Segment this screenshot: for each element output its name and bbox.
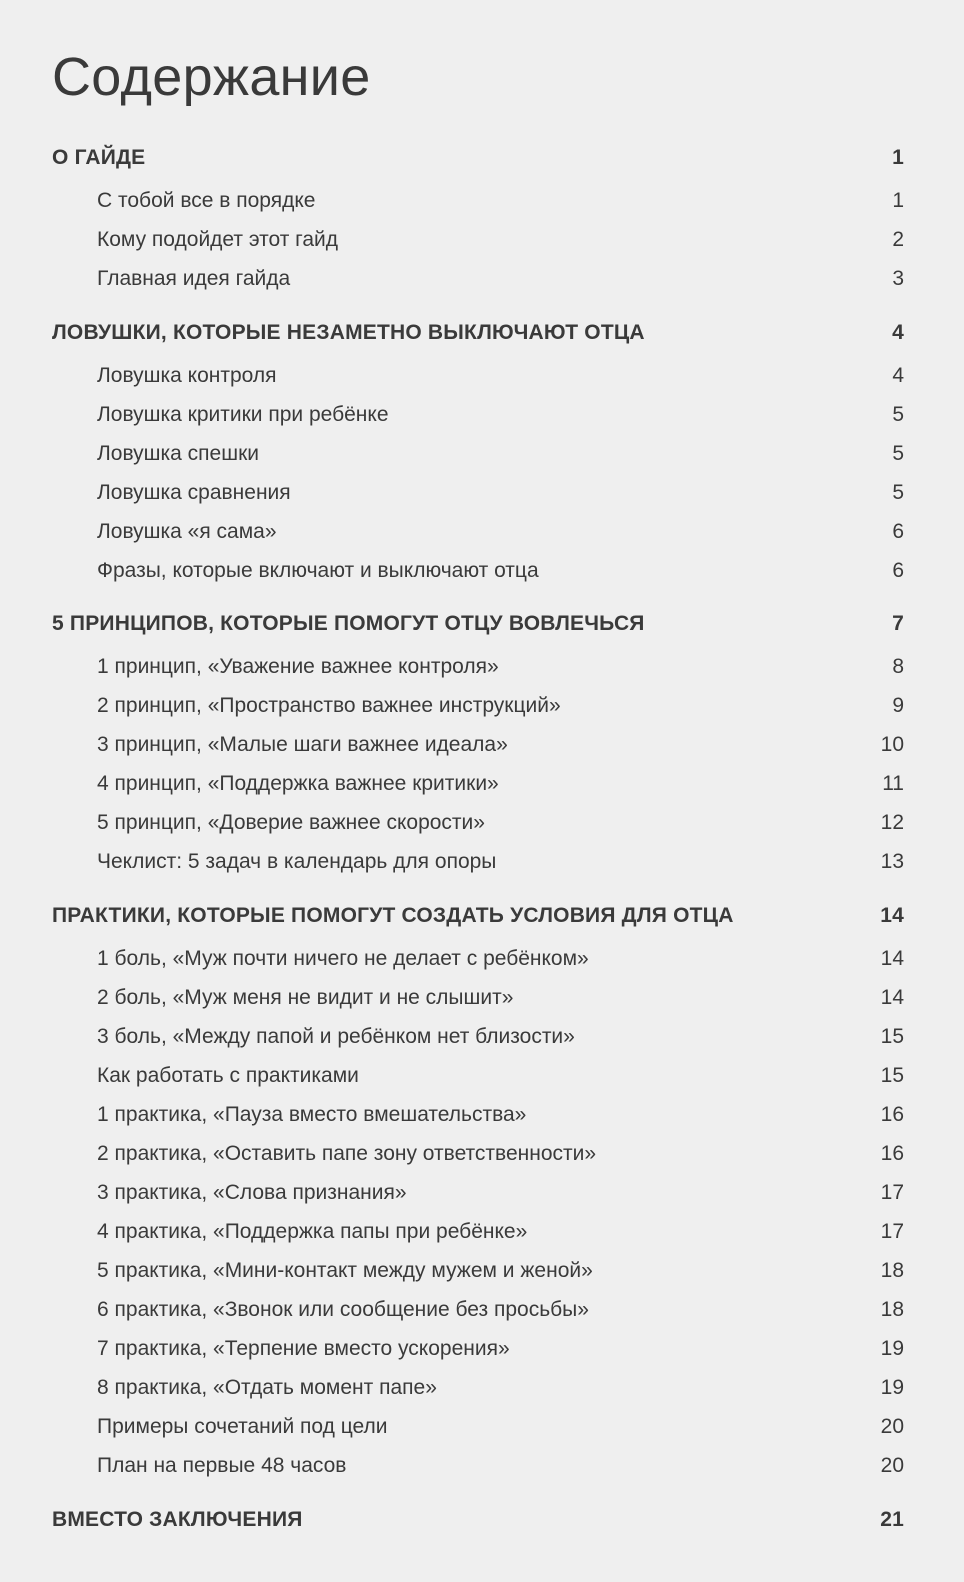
toc-item[interactable]: [52, 264, 904, 294]
toc-item-label: 3 принцип, «Малые шаги важнее идеала»: [97, 733, 508, 756]
toc-page-number: 19: [880, 1337, 904, 1360]
toc-section-label: ПРАКТИКИ, КОТОРЫЕ ПОМОГУТ СОЗДАТЬ УСЛОВИЯ ДЛЯ ОТЦА: [52, 904, 734, 927]
toc-item[interactable]: [52, 652, 904, 682]
toc-page-number: 14: [880, 986, 904, 1009]
toc-item[interactable]: [52, 225, 904, 255]
toc-page-number: 17: [880, 1181, 904, 1204]
toc-item-label: 2 боль, «Муж меня не видит и не слышит»: [97, 986, 514, 1009]
toc-item-label: Ловушка критики при ребёнке: [97, 403, 389, 426]
toc-page-number: 5: [892, 481, 904, 504]
toc-section-conclusion[interactable]: [52, 1505, 904, 1535]
toc-item-label: 7 практика, «Терпение вместо ускорения»: [97, 1337, 510, 1360]
toc-item-label: 4 практика, «Поддержка папы при ребёнке»: [97, 1220, 528, 1243]
toc-page-number: 5: [892, 442, 904, 465]
toc-item-label: 1 практика, «Пауза вместо вмешательства»: [97, 1103, 527, 1126]
toc-section-traps[interactable]: [52, 318, 904, 348]
toc-page-number: 14: [880, 947, 904, 970]
toc-page-number: 3: [892, 267, 904, 290]
toc-item[interactable]: [52, 400, 904, 430]
toc-item[interactable]: [52, 944, 904, 974]
toc-item[interactable]: [52, 1295, 904, 1325]
toc-item-label: С тобой все в порядке: [97, 189, 316, 212]
toc-page-number: 5: [892, 403, 904, 426]
toc-section-label: 5 ПРИНЦИПОВ, КОТОРЫЕ ПОМОГУТ ОТЦУ ВОВЛЕЧЬСЯ: [52, 612, 645, 635]
toc-item[interactable]: [52, 1373, 904, 1403]
toc-page-number: 18: [880, 1298, 904, 1321]
toc-item[interactable]: [52, 1217, 904, 1247]
toc-page-number: 9: [892, 694, 904, 717]
toc-item[interactable]: [52, 478, 904, 508]
toc-page-number: 2: [892, 228, 904, 251]
toc-item[interactable]: [52, 730, 904, 760]
toc-item[interactable]: [52, 983, 904, 1013]
document-page: [52, 0, 904, 1582]
toc-item-label: Главная идея гайда: [97, 267, 291, 290]
toc-item-label: 6 практика, «Звонок или сообщение без просьбы»: [97, 1298, 589, 1321]
toc-item-label: 1 боль, «Муж почти ничего не делает с ребёнком»: [97, 947, 589, 970]
toc-item[interactable]: [52, 517, 904, 547]
toc-item-label: 1 принцип, «Уважение важнее контроля»: [97, 655, 499, 678]
toc-section-about-guide[interactable]: [52, 143, 904, 173]
toc-item-label: Примеры сочетаний под цели: [97, 1415, 388, 1438]
toc-item[interactable]: [52, 691, 904, 721]
toc-page-number: 6: [892, 520, 904, 543]
toc-page-number: 15: [880, 1025, 904, 1048]
toc-item[interactable]: [52, 1100, 904, 1130]
toc-page-number: 17: [880, 1220, 904, 1243]
toc-item[interactable]: [52, 769, 904, 799]
toc-page-number: 6: [892, 559, 904, 582]
toc-page-number: 18: [880, 1259, 904, 1282]
toc-page-number: 4: [892, 321, 904, 344]
toc-item-label: 5 практика, «Мини-контакт между мужем и женой»: [97, 1259, 593, 1282]
toc-page-number: 19: [880, 1376, 904, 1399]
toc-page-number: 1: [892, 189, 904, 212]
toc-item[interactable]: [52, 361, 904, 391]
toc-page-number: 13: [880, 850, 904, 873]
toc-page-number: 10: [880, 733, 904, 756]
toc-item[interactable]: [52, 808, 904, 838]
toc-item[interactable]: [52, 1412, 904, 1442]
toc-item-label: 3 практика, «Слова признания»: [97, 1181, 407, 1204]
toc-section-label: О ГАЙДЕ: [52, 146, 146, 169]
toc-item[interactable]: [52, 1061, 904, 1091]
toc-item[interactable]: [52, 439, 904, 469]
toc-item[interactable]: [52, 847, 904, 877]
toc-item-label: 4 принцип, «Поддержка важнее критики»: [97, 772, 499, 795]
toc-item-label: Ловушка контроля: [97, 364, 277, 387]
toc-section-label: ЛОВУШКИ, КОТОРЫЕ НЕЗАМЕТНО ВЫКЛЮЧАЮТ ОТЦА: [52, 321, 645, 344]
toc-item-label: 8 практика, «Отдать момент папе»: [97, 1376, 437, 1399]
toc-section-label: ВМЕСТО ЗАКЛЮЧЕНИЯ: [52, 1508, 303, 1531]
toc-item-label: Как работать с практиками: [97, 1064, 359, 1087]
toc-item-label: Кому подойдет этот гайд: [97, 228, 339, 251]
toc-item[interactable]: [52, 1256, 904, 1286]
toc-section-practices[interactable]: [52, 901, 904, 931]
toc-page-number: 15: [880, 1064, 904, 1087]
toc-item-label: 5 принцип, «Доверие важнее скорости»: [97, 811, 485, 834]
toc-page-number: 16: [880, 1103, 904, 1126]
toc-page-number: 8: [892, 655, 904, 678]
toc-item-label: Чеклист: 5 задач в календарь для опоры: [97, 850, 497, 873]
toc-item[interactable]: [52, 1139, 904, 1169]
toc-item[interactable]: [52, 556, 904, 586]
toc-page-number: 16: [880, 1142, 904, 1165]
toc-page-number: 11: [882, 772, 904, 795]
toc-page-number: 4: [892, 364, 904, 387]
toc-item-label: Ловушка «я сама»: [97, 520, 277, 543]
toc-item-label: Ловушка спешки: [97, 442, 259, 465]
toc-section-principles[interactable]: [52, 609, 904, 639]
toc-page-number: 7: [892, 612, 904, 635]
toc-item-label: Ловушка сравнения: [97, 481, 291, 504]
toc-item-label: 3 боль, «Между папой и ребёнком нет близости»: [97, 1025, 575, 1048]
toc-page-number: 1: [892, 146, 904, 169]
toc-page-number: 20: [880, 1454, 904, 1477]
toc-item-label: План на первые 48 часов: [97, 1454, 347, 1477]
toc-item[interactable]: [52, 1178, 904, 1208]
toc-page-number: 14: [880, 904, 904, 927]
toc-page-number: 21: [880, 1508, 904, 1531]
toc-page-number: 12: [880, 811, 904, 834]
toc-page-number: 20: [880, 1415, 904, 1438]
page-title: Содержание: [52, 47, 371, 107]
toc-item[interactable]: [52, 186, 904, 216]
toc-item[interactable]: [52, 1334, 904, 1364]
toc-item-label: Фразы, которые включают и выключают отца: [97, 559, 539, 582]
toc-item-label: 2 принцип, «Пространство важнее инструкций»: [97, 694, 561, 717]
toc-item[interactable]: [52, 1022, 904, 1052]
toc-item-label: 2 практика, «Оставить папе зону ответственности»: [97, 1142, 597, 1165]
toc-item[interactable]: [52, 1451, 904, 1481]
